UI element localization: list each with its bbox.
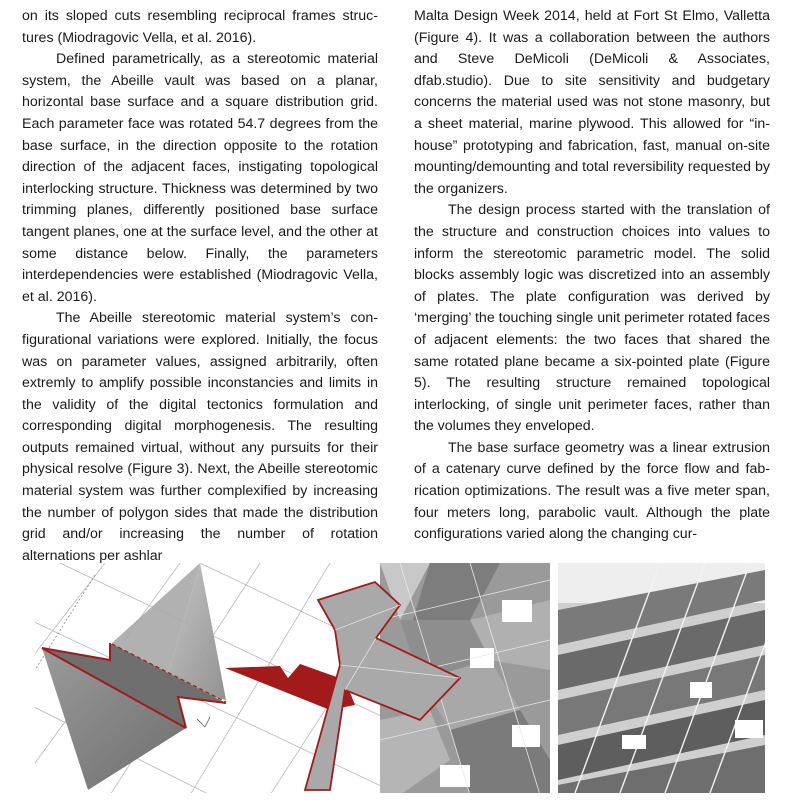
figure-row (0, 560, 800, 795)
paragraph: Defined parametrically, as a stereotomic material system, the Abeille vault was based on a planar, horizontal base surface and a square distribution grid. Each parameter face was rotated 54.7 degrees from the base surface, in the direction opposite to the rotation direction of the adjacent faces, instigating topological interlocking structure. Thickness was determined by two trimming planes, differently positioned base surface tangent planes, one at the surface level, and the other at some distance below. Finally, the parameters interdependencies were established (Miodragovic Vella, et al. 2016). (22, 51, 378, 305)
left-text-column (22, 6, 378, 567)
paragraph: The design process started with the translation of the structure and construction choices into values to inform the stereotomic parametric model. The solid blocks assembly logic was discretized into an assembly of plates. The plate configuration was derived by ‘merging’ the touching single unit perimeter rotated faces of adjacent elements: the two faces that shared the same rotated plane became a six-pointed plate (Figure 5). The resulting structure remained topological interlocking, of single unit perimeter faces, rather than the volumes they enveloped. (414, 202, 770, 435)
paragraph: on its sloped cuts resembling reciprocal frames structures (Miodragovic Vella, et al. 2016). (22, 8, 378, 46)
paragraph: Malta Design Week 2014, held at Fort St Elmo, Valletta (Figure 4). It was a collaboration between the authors and Steve DeMicoli (DeMicoli & Associates, dfab.studio). Due to site sensitivity and budgetary concerns the material used was not stone masonry, but a sheet material, marine plywood. This allowed for “in-house” prototyping and fabrication, fast, manual on-site mounting/demounting and total reversibility requested by the organizers. (414, 8, 770, 197)
axis-gizmo-icon (197, 717, 210, 727)
vault-photo (558, 563, 795, 793)
right-text-column (414, 6, 770, 546)
diagram-figure (30, 563, 550, 795)
figure-illustrations (0, 560, 800, 795)
paragraph: The Abeille stereotomic material system’s configurational variations were explored. Initially, the focus was on parameter values, assigned arbitrarily, often extremly to amplify possible inconstancies and limits in the validity of the digital tectonics formulation and corresponding digital morphogenesis. The resulting outputs remained virtual, without any pursuits for their physical resolve (Figure 3). Next, the Abeille stereotomic material system was further complexified by increasing the number of polygon sides that made the distribution grid and/or increasing the number of rotation alternations per ashlar (22, 310, 378, 564)
paragraph: The base surface geometry was a linear extrusion of a catenary curve defined by the force flow and fabrication optimizations. The result was a five meter span, four meters long, parabolic vault. Although the plate configurations varied along the changing cur- (414, 439, 770, 543)
pyramid-element (42, 563, 226, 790)
